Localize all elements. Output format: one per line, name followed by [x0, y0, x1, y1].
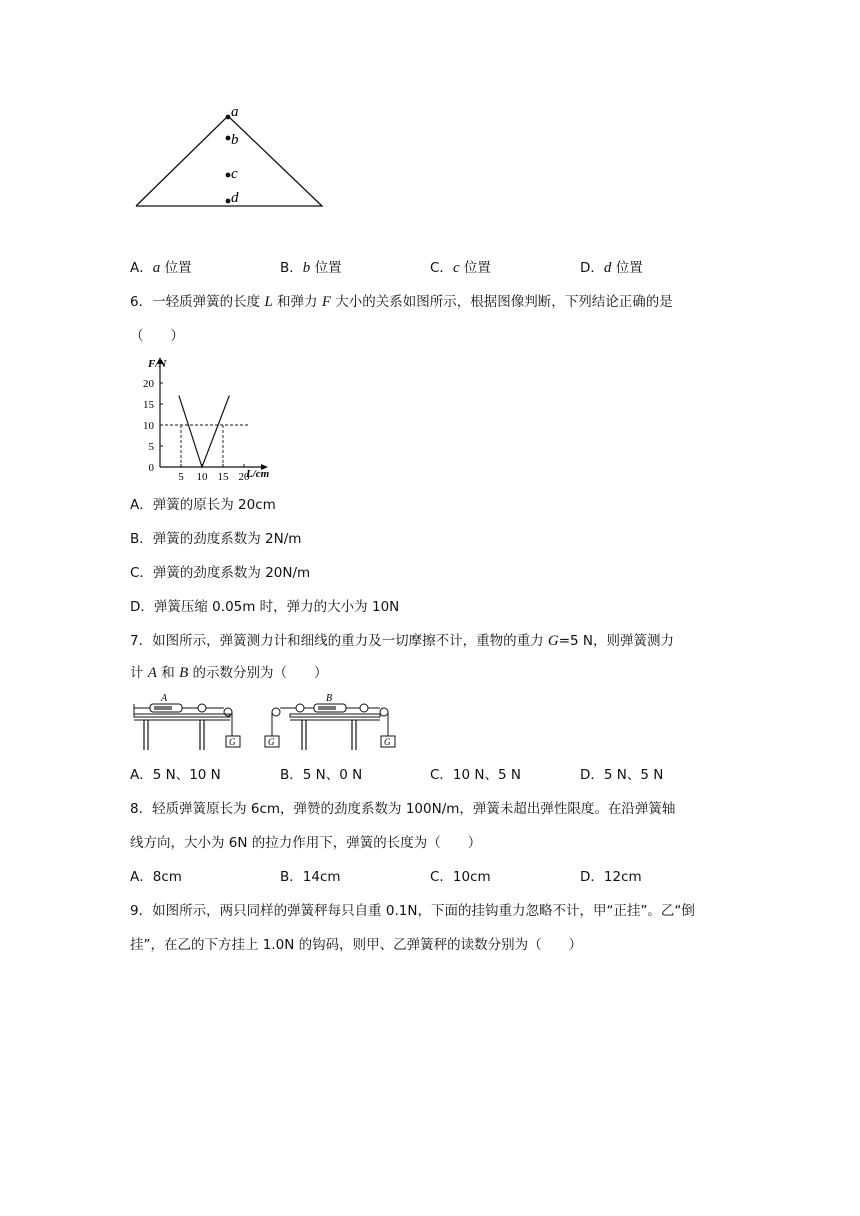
- q6-option-d: D．弹簧压缩 0.05m 时，弹力的大小为 10N: [130, 599, 400, 615]
- q8-stem-line2: 线方向，大小为 6N 的拉力作用下，弹簧的长度为（ ）: [130, 835, 482, 851]
- x-axis-label: L/cm: [246, 468, 270, 480]
- meter-label-a: A: [161, 693, 168, 704]
- table-right: [265, 693, 395, 750]
- y-tick-label-2: 10: [143, 420, 154, 432]
- q5-option-c: C．c 位置: [430, 260, 491, 276]
- q5-option-d: D．d 位置: [580, 260, 643, 276]
- point-label-a: a: [231, 104, 239, 120]
- q7-option-b: B．5 N、0 N: [280, 767, 363, 783]
- series-line-0: [179, 396, 229, 467]
- q8-option-a: A．8cm: [130, 869, 182, 885]
- y-tick-label-0: 0: [148, 462, 154, 474]
- weight-label-1: G: [229, 737, 236, 747]
- weight-label-3: G: [384, 737, 391, 747]
- triangle-figure: [130, 100, 330, 215]
- y-axis-label: F/N: [148, 358, 167, 370]
- x-tick-label-0: 5: [178, 471, 184, 483]
- meter-label-b: B: [326, 693, 333, 704]
- q6-option-c: C．弹簧的劲度系数为 20N/m: [130, 565, 311, 581]
- point-label-d: d: [231, 190, 239, 206]
- q5-option-a: A．a 位置: [130, 260, 192, 276]
- q7-option-a: A．5 N、10 N: [130, 767, 221, 783]
- q7-stem-line1: 7．如图所示，弹簧测力计和细线的重力及一切摩擦不计，重物的重力 G=5 N，则弹簧测力: [130, 633, 675, 649]
- table-left: [134, 693, 240, 750]
- q6-option-a: A．弹簧的原长为 20cm: [130, 497, 276, 513]
- y-tick-label-4: 20: [143, 378, 154, 390]
- q6-option-b: B．弹簧的劲度系数为 2N/m: [130, 531, 302, 547]
- x-tick-label-1: 10: [196, 471, 208, 483]
- weight-label-2: G: [268, 737, 275, 747]
- q7-stem-line2: 计 A 和 B 的示数分别为（ ）: [130, 665, 328, 681]
- q7-option-d: D．5 N、5 N: [580, 767, 664, 783]
- point-label-b: b: [231, 132, 239, 148]
- point-label-c: c: [231, 166, 238, 182]
- q8-option-c: C．10cm: [430, 869, 491, 885]
- x-tick-label-3: 20: [238, 471, 250, 483]
- q8-option-b: B．14cm: [280, 869, 341, 885]
- q9-stem-line1: 9．如图所示，两只同样的弹簧秤每只自重 0.1N，下面的挂钩重力忽略不计，甲“正挂”。乙“倒: [130, 903, 695, 919]
- spring-meter-figure: [130, 690, 400, 752]
- q7-option-c: C．10 N、5 N: [430, 767, 521, 783]
- x-tick-label-2: 15: [217, 471, 229, 483]
- q5-option-b: B．b 位置: [280, 260, 342, 276]
- spring-force-chart: [126, 353, 276, 483]
- q6-stem-line1: 6．一轻质弹簧的长度 L 和弹力 F 大小的关系如图所示，根据图像判断，下列结论正确的是: [130, 294, 673, 310]
- q6-stem-line2: （ ）: [130, 328, 184, 344]
- q8-stem-line1: 8．轻质弹簧原长为 6cm，弹赞的劲度系数为 100N/m，弹簧未超出弹性限度。在沿弹簧轴: [130, 801, 676, 817]
- y-tick-label-1: 5: [148, 441, 154, 453]
- q9-stem-line2: 挂”，在乙的下方挂上 1.0N 的钩码，则甲、乙弹簧秤的读数分别为（ ）: [130, 937, 583, 953]
- y-tick-label-3: 15: [143, 399, 154, 411]
- q8-option-d: D．12cm: [580, 869, 642, 885]
